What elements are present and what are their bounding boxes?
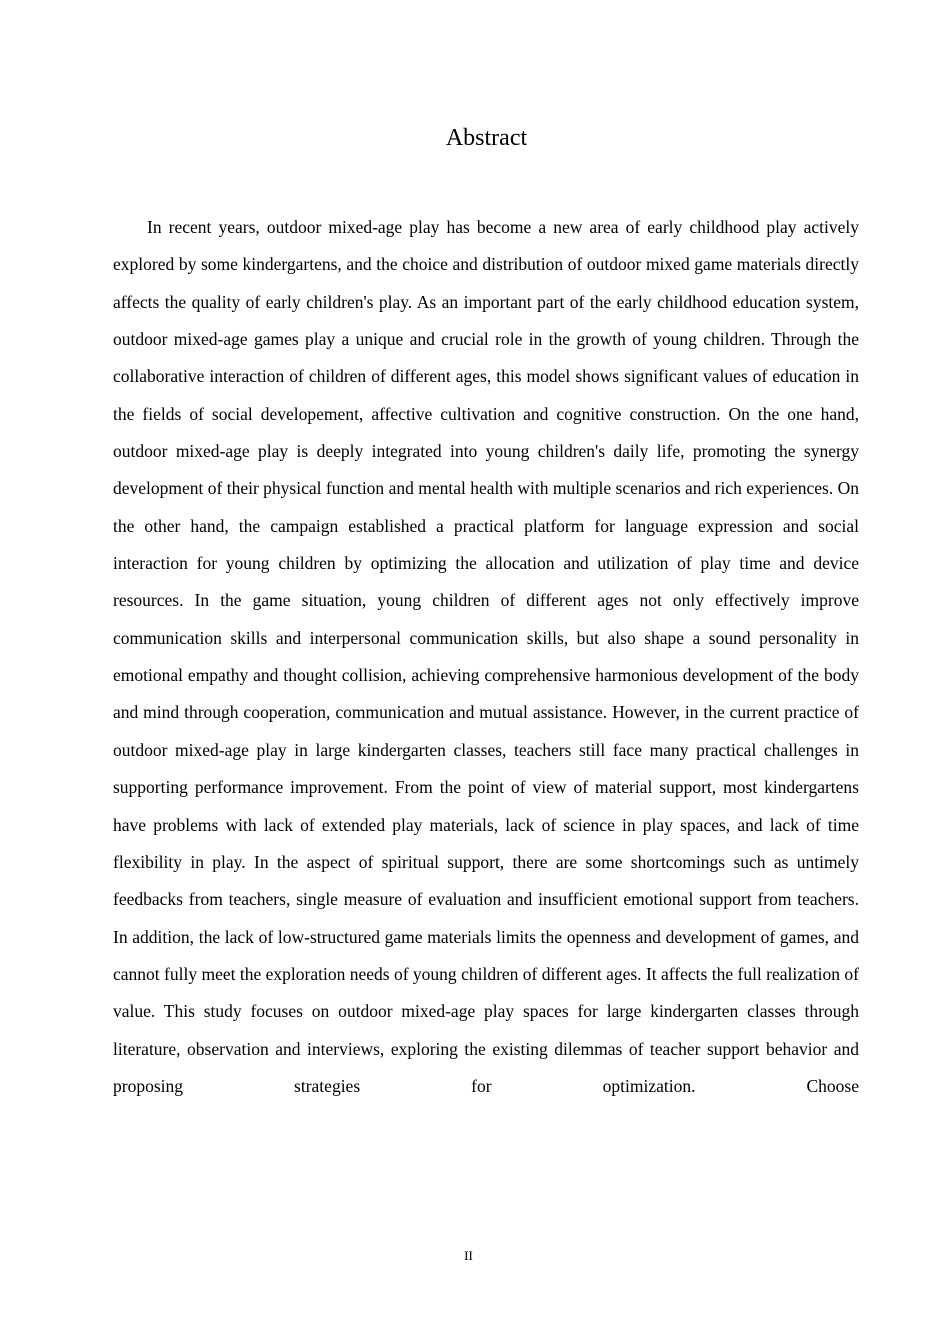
page-title: Abstract xyxy=(445,125,528,151)
page-number: II xyxy=(464,1248,473,1263)
abstract-paragraph: In recent years, outdoor mixed-age play has become a new area of early childhood play actively explored by some kindergartens, and the choice and distribution of outdoor mixed game materials directly affects the quality of early children's play. As an important part of the early childhood education system, outdoor mixed-age games play a unique and crucial role in the growth of young children. Through the collaborative interaction of children of different ages, this model shows significant values of education in the fields of social developement, affective cultivation and cognitive construction. On the one hand, outdoor mixed-age play is deeply integrated into young children's daily life, promoting the synergy development of their physical function and mental health with multiple scenarios and rich experiences. On the other hand, the campaign established a practical platform for language expression and social interaction for young children by optimizing the allocation and utilization of play time and device resources. In the game situation, young children of different ages not only effectively improve communication skills and interpersonal communication skills, but also shape a sound personality in emotional empathy and thought collision, achieving comprehensive harmonious development of the body and mind through cooperation, communication and mutual assistance. However, in the current practice of outdoor mixed-age play in large kindergarten classes, teachers still face many practical challenges in supporting performance improvement. From the point of view of material support, most kindergartens have problems with lack of extended play materials, lack of science in play spaces, and lack of time flexibility in play. In the aspect of spiritual support, there are some shortcomings such as untimely feedbacks from teachers, single measure of evaluation and insufficient emotional support from teachers. In addition, the lack of low-structured game materials limits the openness and development of games, and cannot fully meet the exploration needs of young children of different ages. It affects the full realization of value. This study focuses on outdoor mixed-age play spaces for large kindergarten classes through literature, observation and interviews, exploring the existing dilemmas of teacher support behavior and proposing strategies for optimization. Choose xyxy=(113,217,859,1096)
